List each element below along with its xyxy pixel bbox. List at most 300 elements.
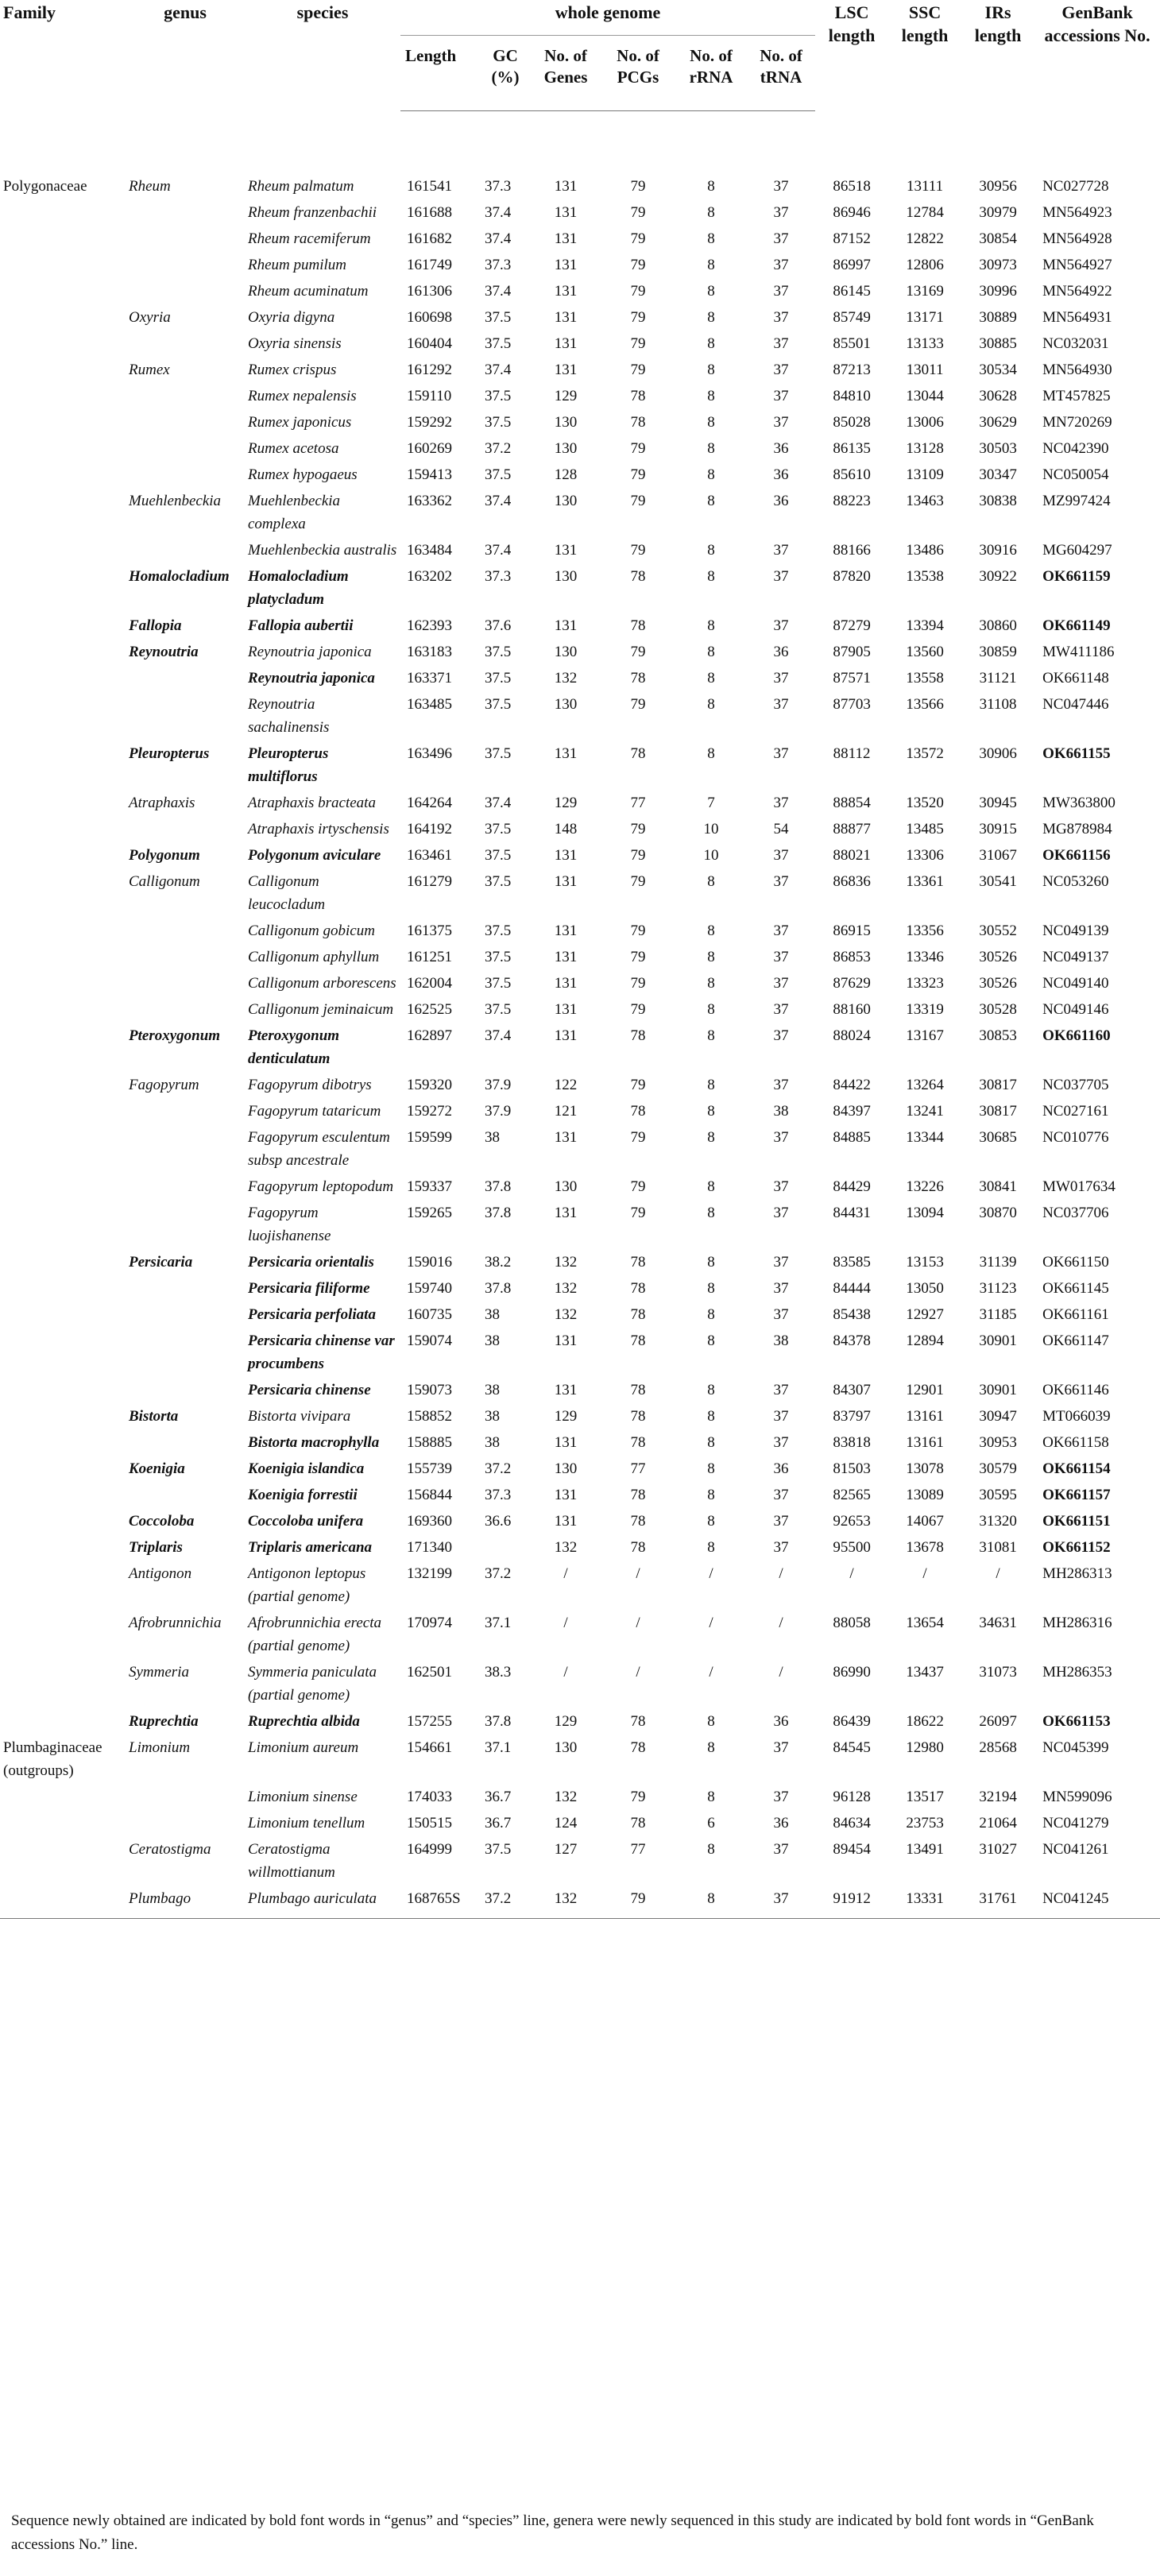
table-row (0, 814, 1160, 841)
ssc-cell: 13654 (906, 1615, 944, 1631)
genes-cell: 131 (554, 1001, 578, 1018)
gc-cell: 38 (485, 1306, 500, 1323)
family-cell (0, 1533, 126, 1559)
length-cell: 159110 (407, 388, 452, 404)
genes-cell: / (563, 1565, 568, 1582)
pcgs-cell: 79 (630, 440, 646, 457)
table-row (0, 1608, 1160, 1657)
family-cell (0, 1559, 126, 1608)
genus-cell (126, 408, 245, 434)
genes-cell: 131 (554, 542, 578, 559)
ssc-cell: 13346 (906, 949, 944, 965)
irs-cell: 30860 (979, 617, 1017, 634)
irs-cell: 30947 (979, 1408, 1017, 1425)
species-cell: Rumex crispus (248, 362, 337, 378)
lsc-cell: 87279 (833, 617, 871, 634)
ssc-cell: 13437 (906, 1664, 944, 1681)
genus-cell (126, 690, 245, 739)
length-cell: 163362 (407, 493, 452, 509)
pcgs-cell: 78 (630, 1280, 646, 1297)
genus-cell: Rheum (129, 177, 171, 195)
gc-cell: 37.2 (485, 1565, 512, 1582)
genbank-cell: NC041279 (1042, 1815, 1109, 1831)
gc-cell: 37.2 (485, 1460, 512, 1477)
ssc-cell: 13560 (906, 644, 944, 660)
trna-cell: 37 (773, 309, 789, 326)
genbank-cell: MW411186 (1042, 644, 1115, 660)
genes-cell: 131 (554, 1513, 578, 1530)
genbank-cell: NC027161 (1042, 1103, 1109, 1120)
length-cell: 168765S (400, 1884, 480, 1919)
lsc-cell: 88166 (833, 542, 871, 559)
genbank-cell: NC049137 (1042, 949, 1109, 965)
genes-cell: 132 (554, 1789, 578, 1805)
gc-cell: 37.4 (485, 362, 512, 378)
species-cell: Rheum pumilum (248, 257, 347, 273)
genes-cell: 131 (554, 847, 578, 864)
gc-cell: 37.4 (485, 795, 512, 811)
species-cell: Fagopyrum dibotrys (248, 1077, 372, 1093)
length-cell: 163484 (407, 542, 452, 559)
pcgs-cell: 79 (630, 1789, 646, 1805)
irs-cell: 30956 (979, 177, 1017, 195)
lsc-cell: 82565 (833, 1487, 871, 1503)
rrna-cell: 8 (707, 440, 715, 457)
lsc-cell: 86853 (833, 949, 871, 965)
length-cell: 155739 (407, 1460, 452, 1477)
trna-cell: 38 (773, 1103, 789, 1120)
species-cell: Symmeria paniculata (partial genome) (248, 1664, 377, 1704)
ssc-cell: 13319 (906, 1001, 944, 1018)
family-cell (0, 1326, 126, 1375)
genus-cell (126, 1782, 245, 1808)
genes-cell: 131 (554, 1434, 578, 1451)
lsc-cell: 88058 (833, 1615, 871, 1631)
gc-cell: 36.7 (485, 1789, 512, 1805)
rrna-cell: 8 (707, 696, 715, 713)
table-footnote: Sequence newly obtained are indicated by bold font words in “genus” and “species” line, genera were newly sequenced in this study are indicated by bold font words in “GenBank accessions No.” line. (11, 2512, 1094, 2553)
genbank-cell: OK661157 (1042, 1487, 1111, 1503)
table-row (0, 1172, 1160, 1198)
rrna-cell: 6 (707, 1815, 715, 1831)
rrna-cell: 8 (707, 1382, 715, 1398)
genus-cell: Ruprechtia (129, 1713, 199, 1730)
genbank-cell: NC049146 (1042, 1001, 1109, 1018)
length-cell: 162525 (407, 1001, 452, 1018)
gc-cell: 37.4 (485, 230, 512, 247)
trna-cell: 37 (747, 1884, 815, 1919)
rrna-cell: 8 (707, 1306, 715, 1323)
genus-cell (126, 969, 245, 995)
rrna-cell: 8 (707, 1254, 715, 1271)
irs-cell: 30534 (979, 362, 1017, 378)
pcgs-cell: 79 (630, 873, 646, 890)
trna-cell: 37 (773, 873, 789, 890)
lsc-cell: 84422 (833, 1077, 871, 1093)
family-cell (0, 1507, 126, 1533)
table-row (0, 1884, 1160, 1919)
family-cell (0, 1608, 126, 1657)
length-cell: 161292 (407, 362, 452, 378)
gc-cell: 37.5 (485, 847, 512, 864)
family-cell (0, 303, 126, 329)
gc-cell: 37.5 (485, 975, 512, 992)
species-cell: Persicaria chinense var procumbens (248, 1332, 395, 1372)
genbank-cell: MN564923 (1042, 204, 1112, 221)
lsc-cell: 87820 (833, 568, 871, 585)
ssc-cell: 13485 (906, 821, 944, 837)
trna-cell: 37 (773, 1254, 789, 1271)
pcgs-cell: 78 (630, 1815, 646, 1831)
table-row (0, 434, 1160, 460)
species-cell: Calligonum aphyllum (248, 949, 380, 965)
ssc-cell: 12980 (906, 1739, 944, 1756)
pcgs-cell: 79 (630, 230, 646, 247)
length-cell: 161682 (407, 230, 452, 247)
irs-cell: 31761 (961, 1884, 1034, 1919)
trna-cell: 37 (773, 1841, 789, 1858)
gc-cell: 37.3 (485, 568, 512, 585)
rrna-cell: 8 (707, 230, 715, 247)
genes-cell: 132 (554, 1280, 578, 1297)
ssc-cell: 13167 (906, 1027, 944, 1044)
ssc-cell: 14067 (906, 1513, 944, 1530)
lsc-cell: 86915 (833, 922, 871, 939)
ssc-cell: 13517 (906, 1789, 944, 1805)
length-cell: 170974 (407, 1615, 452, 1631)
genus-cell: Homalocladium (129, 568, 230, 585)
irs-cell: 31185 (979, 1306, 1017, 1323)
irs-cell: 30953 (979, 1434, 1017, 1451)
genbank-cell: NC037706 (1042, 1205, 1109, 1221)
gc-cell: 37.2 (485, 440, 512, 457)
length-cell: 160404 (407, 335, 452, 352)
genus-cell: Pteroxygonum (129, 1027, 221, 1044)
table-row (0, 788, 1160, 814)
length-cell: 161279 (407, 873, 452, 890)
family-cell (0, 1657, 126, 1707)
genus-cell (126, 329, 245, 355)
genes-cell: 130 (554, 493, 578, 509)
gc-cell: 37.9 (485, 1077, 512, 1093)
trna-cell: 37 (773, 1306, 789, 1323)
rrna-cell: 8 (707, 493, 715, 509)
genes-cell: / (563, 1664, 568, 1681)
lsc-cell: 91912 (815, 1884, 888, 1919)
trna-cell: 37 (773, 542, 789, 559)
genbank-cell: NC049139 (1042, 922, 1109, 939)
gc-cell: 37.5 (485, 388, 512, 404)
gc-cell: 37.4 (485, 493, 512, 509)
genbank-cell: OK661159 (1042, 568, 1111, 585)
genes-cell: 131 (554, 873, 578, 890)
length-cell: 163485 (407, 696, 452, 713)
length-cell: 132199 (407, 1565, 452, 1582)
irs-cell: / (996, 1565, 1000, 1582)
trna-cell: 37 (773, 335, 789, 352)
family-cell: Plumbaginaceae (outgroups) (3, 1739, 102, 1779)
species-cell: Persicaria orientalis (248, 1254, 374, 1271)
lsc-cell: 86990 (833, 1664, 871, 1681)
ssc-cell: 13078 (906, 1460, 944, 1477)
length-cell: 161749 (407, 257, 452, 273)
table-row (0, 1782, 1160, 1808)
gc-cell: 36.7 (485, 1815, 512, 1831)
lsc-cell: 88021 (833, 847, 871, 864)
gc-cell: 37.4 (485, 1027, 512, 1044)
rrna-cell: / (709, 1615, 713, 1631)
irs-cell: 30552 (979, 922, 1017, 939)
family-cell (0, 1070, 126, 1097)
species-cell: Limonium tenellum (248, 1815, 365, 1831)
lsc-cell: 88112 (833, 745, 871, 762)
ssc-cell: 12806 (906, 257, 944, 273)
species-cell: Pleuropterus multiflorus (248, 745, 329, 785)
header-species: species (296, 2, 349, 22)
rrna-cell: 8 (707, 414, 715, 431)
ssc-cell: 12901 (906, 1382, 944, 1398)
pcgs-cell: 78 (630, 1027, 646, 1044)
trna-cell: 37 (773, 617, 789, 634)
irs-cell: 30853 (979, 1027, 1017, 1044)
table-row (0, 1300, 1160, 1326)
family-cell (0, 1247, 126, 1274)
lsc-cell: 85501 (833, 335, 871, 352)
trna-cell: 37 (773, 975, 789, 992)
rrna-cell: 8 (707, 1103, 715, 1120)
lsc-cell: 88160 (833, 1001, 871, 1018)
family-cell (0, 1375, 126, 1402)
ssc-cell: 13153 (906, 1254, 944, 1271)
genbank-cell: NC049140 (1042, 975, 1109, 992)
genus-cell: Koenigia (129, 1460, 185, 1477)
trna-cell: 37 (773, 1739, 789, 1756)
species-cell: Antigonon leptopus (partial genome) (248, 1565, 366, 1605)
genus-cell: Coccoloba (129, 1513, 195, 1530)
lsc-cell: 84885 (833, 1129, 871, 1146)
trna-cell: / (779, 1615, 783, 1631)
table-row (0, 1274, 1160, 1300)
genus-cell: Limonium (129, 1739, 191, 1756)
rrna-cell: 8 (707, 644, 715, 660)
length-cell: 161541 (407, 178, 452, 195)
species-cell: Homalocladium platycladum (248, 568, 349, 608)
gc-cell: 37.5 (485, 949, 512, 965)
lsc-cell: 84444 (833, 1280, 871, 1297)
length-cell: 158885 (407, 1434, 452, 1451)
gc-cell: 38.3 (485, 1664, 512, 1681)
family-cell (0, 995, 126, 1021)
gc-cell: 37.5 (485, 309, 512, 326)
length-cell: 169360 (407, 1513, 452, 1530)
ssc-cell: 13323 (906, 975, 944, 992)
family-cell (0, 1835, 126, 1884)
species-cell: Calligonum arborescens (248, 975, 396, 992)
genus-cell (126, 1326, 245, 1375)
species-cell: Fagopyrum luojishanense (248, 1205, 331, 1244)
trna-cell: 37 (773, 1382, 789, 1398)
species-cell: Bistorta macrophylla (248, 1434, 380, 1451)
irs-cell: 31081 (979, 1539, 1017, 1556)
family-cell (0, 1402, 126, 1428)
genes-cell: 130 (554, 1460, 578, 1477)
irs-cell: 21064 (979, 1815, 1017, 1831)
trna-cell: / (779, 1664, 783, 1681)
trna-cell: 37 (773, 696, 789, 713)
table-row (0, 1326, 1160, 1375)
genbank-cell: MW363800 (1042, 795, 1116, 811)
genes-cell: 130 (554, 1739, 578, 1756)
species-cell: Polygonum aviculare (248, 847, 381, 864)
irs-cell: 31073 (979, 1664, 1017, 1681)
gc-cell: 37.9 (485, 1103, 512, 1120)
genes-cell: 131 (554, 745, 578, 762)
family-cell: Polygonaceae (3, 177, 87, 195)
table-row (0, 562, 1160, 611)
rrna-cell: 8 (707, 466, 715, 483)
trna-cell: 37 (773, 1178, 789, 1195)
table-row (0, 408, 1160, 434)
irs-cell: 30945 (979, 795, 1017, 811)
lsc-cell: 86518 (833, 177, 871, 195)
gc-cell: 37.5 (485, 414, 512, 431)
gc-cell: 37.2 (480, 1884, 531, 1919)
trna-cell: 36 (773, 644, 789, 660)
rrna-cell: 8 (707, 1460, 715, 1477)
species-cell: Limonium sinense (248, 1789, 358, 1805)
pcgs-cell: 78 (630, 1103, 646, 1120)
family-cell (0, 916, 126, 942)
trna-cell: 37 (773, 1077, 789, 1093)
gc-cell: 36.6 (485, 1513, 512, 1530)
species-cell: Muehlenbeckia complexa (248, 493, 341, 532)
genus-cell: Atraphaxis (129, 795, 195, 811)
family-cell (0, 1123, 126, 1172)
trna-cell: 37 (773, 1434, 789, 1451)
header-family: Family (3, 2, 56, 22)
irs-cell: 30901 (979, 1332, 1017, 1349)
pcgs-cell: 78 (630, 1739, 646, 1756)
genbank-cell: NC041261 (1042, 1841, 1109, 1858)
genes-cell: 131 (554, 362, 578, 378)
length-cell: 159599 (407, 1129, 452, 1146)
pcgs-cell: 79 (630, 542, 646, 559)
genbank-cell: NC053260 (1042, 873, 1109, 890)
lsc-cell: 85749 (833, 309, 871, 326)
genbank-cell: MT457825 (1042, 388, 1111, 404)
genes-cell: 127 (554, 1841, 578, 1858)
genus-cell (126, 460, 245, 486)
irs-cell: 30906 (979, 745, 1017, 762)
pcgs-cell: 78 (630, 1306, 646, 1323)
family-cell (0, 739, 126, 788)
gc-cell: 37.5 (485, 670, 512, 687)
pcgs-cell: 79 (630, 1205, 646, 1221)
table-row (0, 303, 1160, 329)
length-cell: 162501 (407, 1664, 452, 1681)
genus-cell: Ceratostigma (129, 1841, 211, 1858)
genus-cell (126, 1428, 245, 1454)
lsc-cell: 83585 (833, 1254, 871, 1271)
table-row (0, 942, 1160, 969)
family-cell (0, 1884, 126, 1919)
irs-cell: 31121 (979, 670, 1017, 687)
genus-cell: Pleuropterus (129, 745, 210, 762)
table-row (0, 969, 1160, 995)
irs-cell: 30973 (979, 257, 1017, 273)
pcgs-cell: 78 (630, 1332, 646, 1349)
gc-cell: 37.8 (485, 1713, 512, 1730)
table-row (0, 1198, 1160, 1247)
irs-cell: 32194 (979, 1789, 1017, 1805)
lsc-cell: 95500 (833, 1539, 871, 1556)
length-cell: 157255 (407, 1713, 452, 1730)
species-cell: Fagopyrum tataricum (248, 1103, 381, 1120)
family-cell (0, 1808, 126, 1835)
pcgs-cell: 78 (630, 568, 646, 585)
lsc-cell: 87571 (833, 670, 871, 687)
ssc-cell: 13486 (906, 542, 944, 559)
rrna-cell: 8 (675, 1884, 747, 1919)
length-cell: 150515 (407, 1815, 452, 1831)
irs-cell: 30979 (979, 204, 1017, 221)
irs-cell: 30528 (979, 1001, 1017, 1018)
length-cell: 161251 (407, 949, 452, 965)
genbank-cell: OK661160 (1042, 1027, 1111, 1044)
irs-cell: 31320 (979, 1513, 1017, 1530)
species-cell: Fallopia aubertii (248, 617, 354, 634)
lsc-cell: 81503 (833, 1460, 871, 1477)
genes-cell: 131 (554, 230, 578, 247)
genbank-cell: OK661148 (1042, 670, 1109, 687)
length-cell: 160698 (407, 309, 452, 326)
ssc-cell: 13011 (906, 362, 944, 378)
trna-cell: 37 (773, 847, 789, 864)
genes-cell: 132 (554, 1539, 578, 1556)
gc-cell: 38 (485, 1408, 500, 1425)
species-cell: Reynoutria japonica (248, 670, 375, 687)
pcgs-cell: 78 (630, 1713, 646, 1730)
table-body (0, 111, 1160, 1919)
genes-cell: 122 (554, 1077, 578, 1093)
length-cell: 163461 (407, 847, 452, 864)
lsc-cell: 85028 (833, 414, 871, 431)
trna-cell: / (779, 1565, 783, 1582)
rrna-cell: / (709, 1664, 713, 1681)
ssc-cell: 13128 (906, 440, 944, 457)
pcgs-cell: / (636, 1615, 640, 1631)
species-cell: Rheum franzenbachii (248, 204, 377, 221)
irs-cell: 30841 (979, 1178, 1017, 1195)
length-cell: 164192 (407, 821, 452, 837)
table-row (0, 486, 1160, 536)
lsc-cell: 87213 (833, 362, 871, 378)
pcgs-cell: 79 (630, 493, 646, 509)
species-cell: Rumex nepalensis (248, 388, 357, 404)
rrna-cell: 8 (707, 309, 715, 326)
family-cell (0, 1021, 126, 1070)
ssc-cell: 13044 (906, 388, 944, 404)
gc-cell: 38 (485, 1382, 500, 1398)
species-cell: Reynoutria japonica (248, 644, 372, 660)
trna-cell: 37 (773, 1280, 789, 1297)
table-row (0, 198, 1160, 224)
gc-cell: 37.8 (485, 1205, 512, 1221)
genes-cell: 132 (554, 670, 578, 687)
ssc-cell: 12784 (906, 204, 944, 221)
genus-cell: Rumex (129, 362, 170, 378)
genbank-cell: NC027728 (1042, 177, 1109, 195)
